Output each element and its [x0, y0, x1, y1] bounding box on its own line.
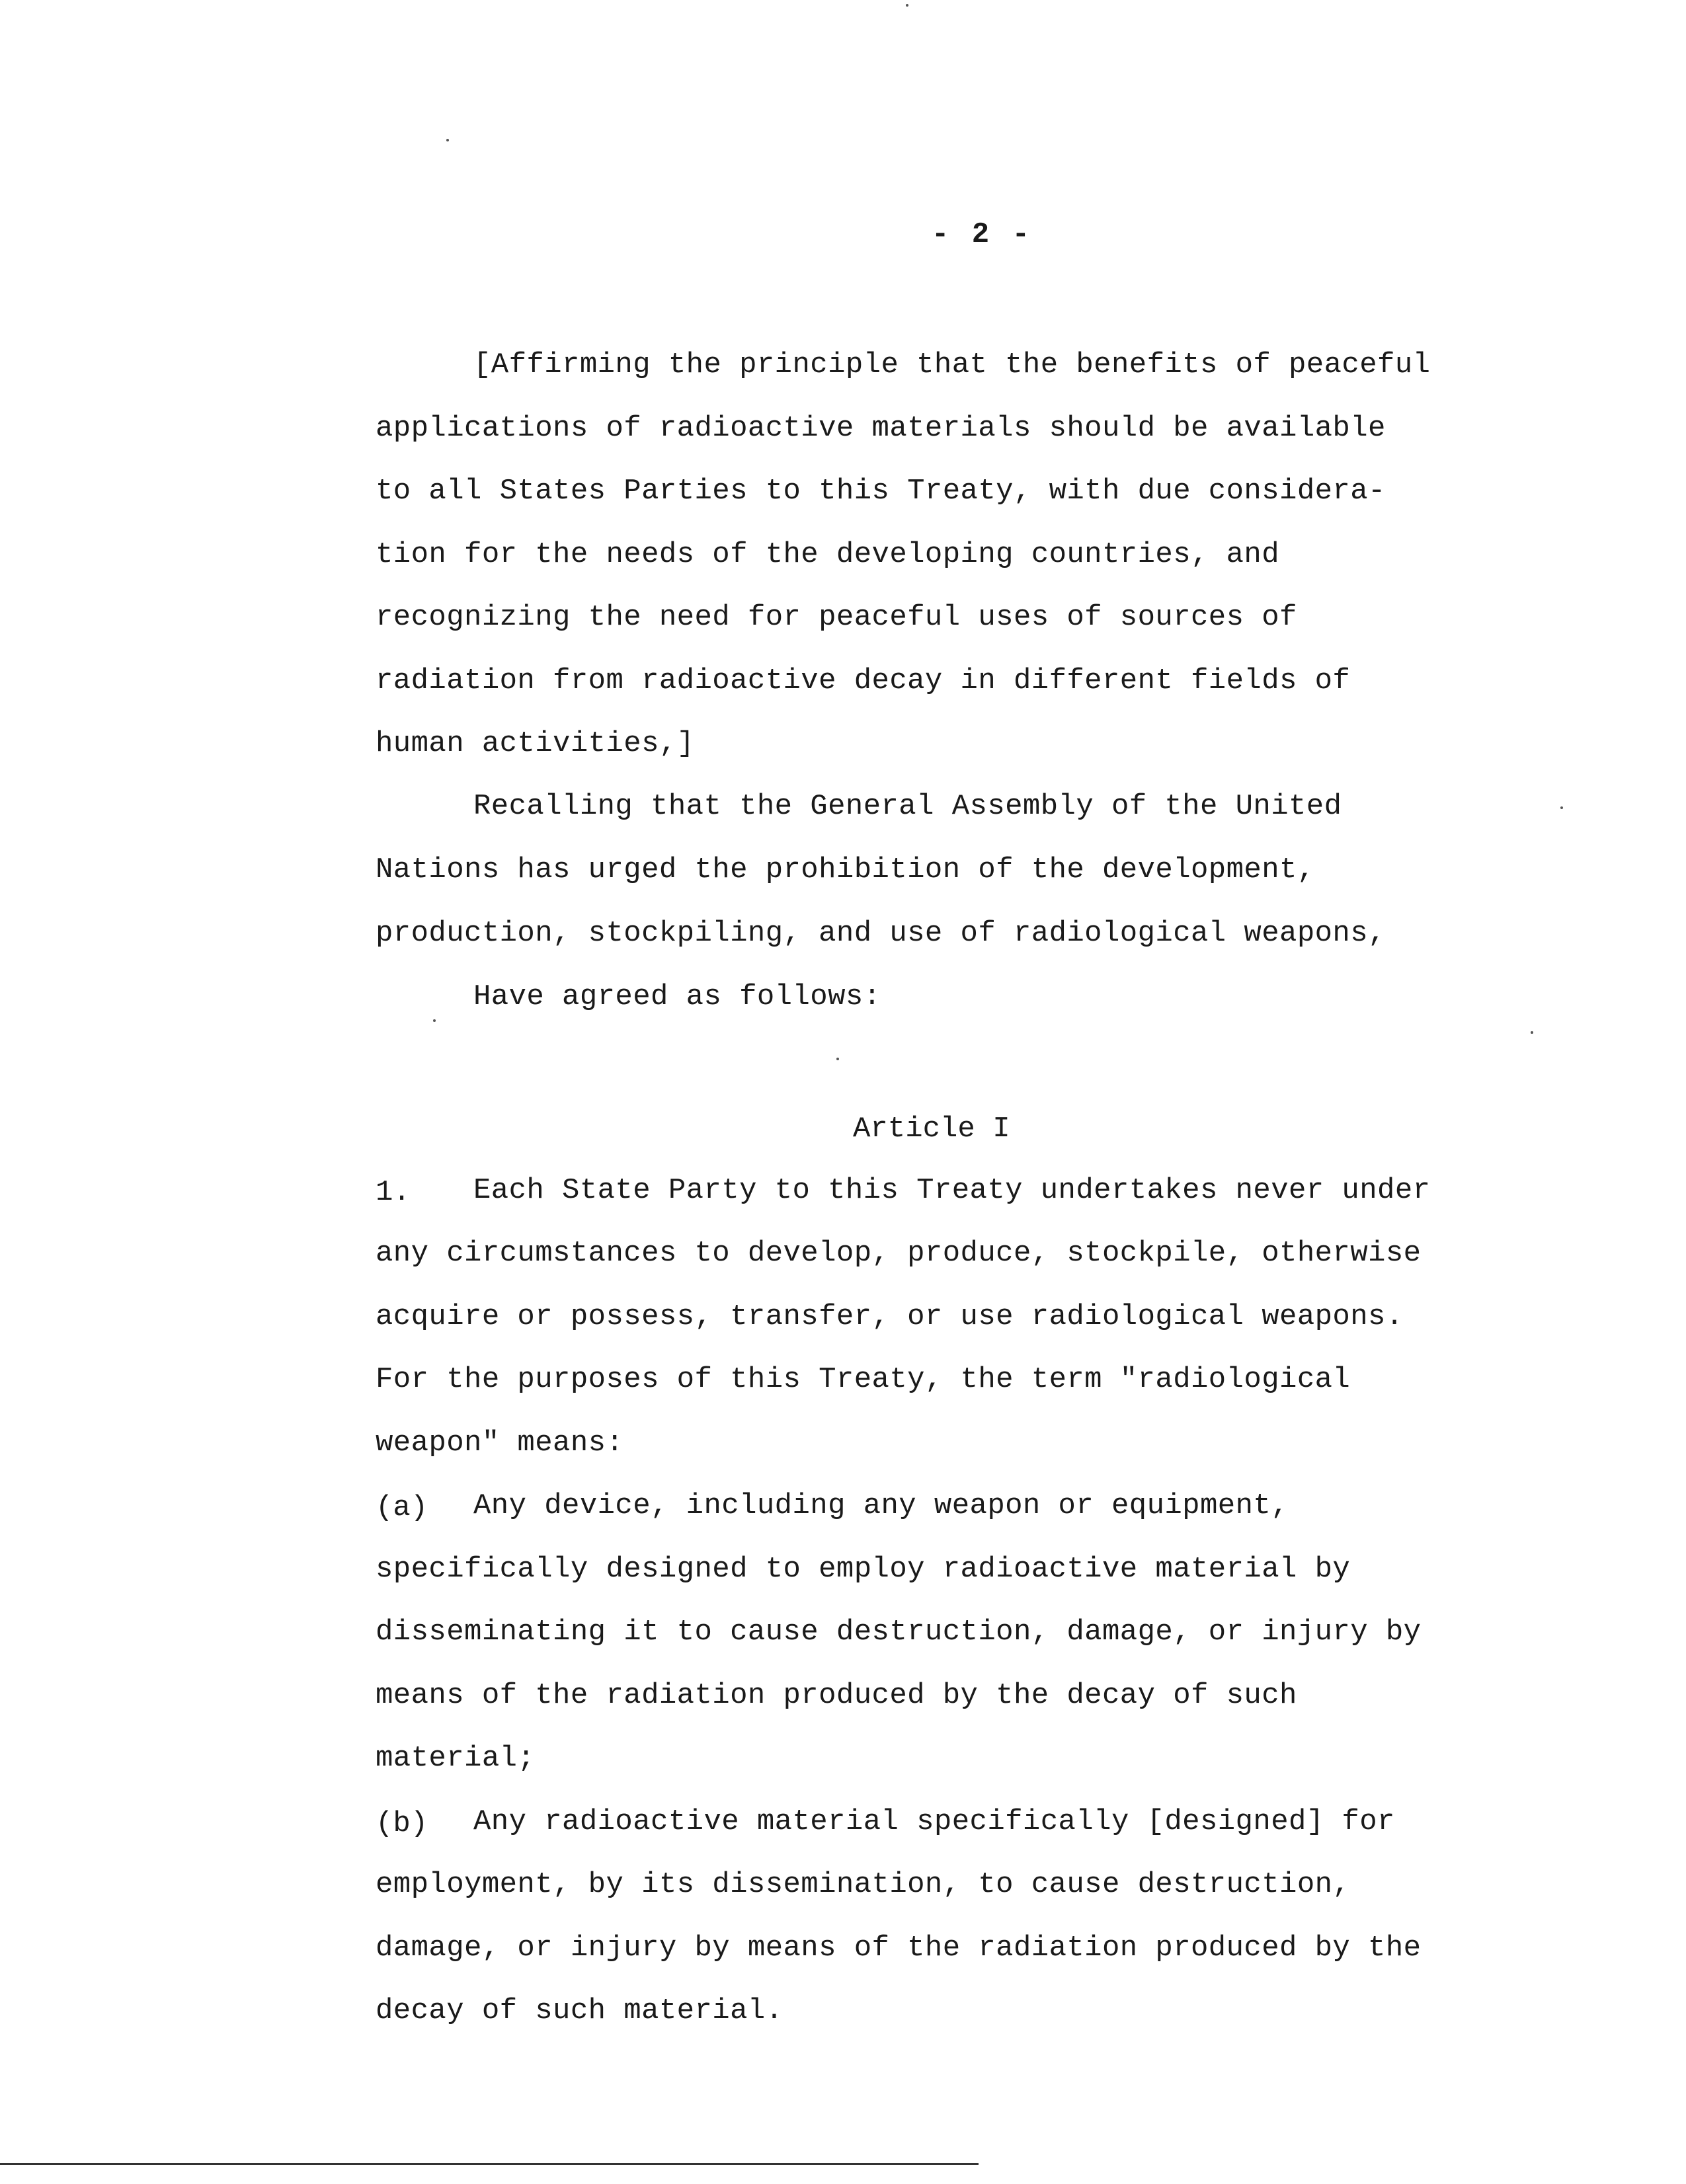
article-heading: Article I: [853, 1112, 1010, 1146]
scan-speck: [446, 139, 449, 141]
paragraph-number: 1.: [376, 1176, 411, 1209]
preamble-line: Nations has urged the prohibition of the development,: [376, 853, 1315, 886]
article-line: disseminating it to cause destruction, damage, or injury by: [376, 1616, 1422, 1649]
preamble-line: radiation from radioactive decay in different fields of: [376, 664, 1351, 697]
bottom-rule: [0, 2163, 979, 2165]
scan-speck: [1531, 1031, 1533, 1034]
article-line: Any radioactive material specifically [designed] for: [473, 1805, 1395, 1838]
preamble-line: human activities,]: [376, 727, 695, 760]
article-line: weapon" means:: [376, 1426, 624, 1460]
article-line: Any device, including any weapon or equipment,: [473, 1489, 1289, 1522]
scan-speck: [836, 1058, 839, 1060]
preamble-line: to all States Parties to this Treaty, with due considera-: [376, 475, 1386, 508]
article-line: employment, by its dissemination, to cause destruction,: [376, 1868, 1351, 1901]
article-line: material;: [376, 1742, 536, 1775]
scan-speck: [433, 1019, 436, 1022]
page-number: - 2 -: [931, 218, 1033, 251]
preamble-line: Recalling that the General Assembly of the United: [473, 790, 1342, 823]
article-line: acquire or possess, transfer, or use radiological weapons.: [376, 1300, 1404, 1333]
article-line: specifically designed to employ radioactive material by: [376, 1553, 1351, 1586]
scan-speck: [1560, 806, 1563, 809]
article-line: means of the radiation produced by the decay of such: [376, 1679, 1297, 1712]
preamble-line: tion for the needs of the developing countries, and: [376, 538, 1280, 571]
preamble-line: recognizing the need for peaceful uses of sources of: [376, 601, 1297, 634]
item-label-b: (b): [376, 1807, 428, 1840]
article-line: Each State Party to this Treaty undertakes never under: [473, 1174, 1431, 1207]
article-line: any circumstances to develop, produce, stockpile, otherwise: [376, 1237, 1422, 1270]
article-line: For the purposes of this Treaty, the term "radiological: [376, 1363, 1351, 1396]
preamble-line: Have agreed as follows:: [473, 980, 881, 1013]
preamble-line: applications of radioactive materials should be available: [376, 412, 1386, 445]
preamble-line: production, stockpiling, and use of radiological weapons,: [376, 917, 1386, 950]
scan-speck: [906, 4, 908, 7]
item-label-a: (a): [376, 1491, 428, 1524]
article-line: decay of such material.: [376, 1994, 783, 2027]
article-line: damage, or injury by means of the radiation produced by the: [376, 1931, 1422, 1965]
preamble-line: [Affirming the principle that the benefits of peaceful: [473, 348, 1431, 381]
